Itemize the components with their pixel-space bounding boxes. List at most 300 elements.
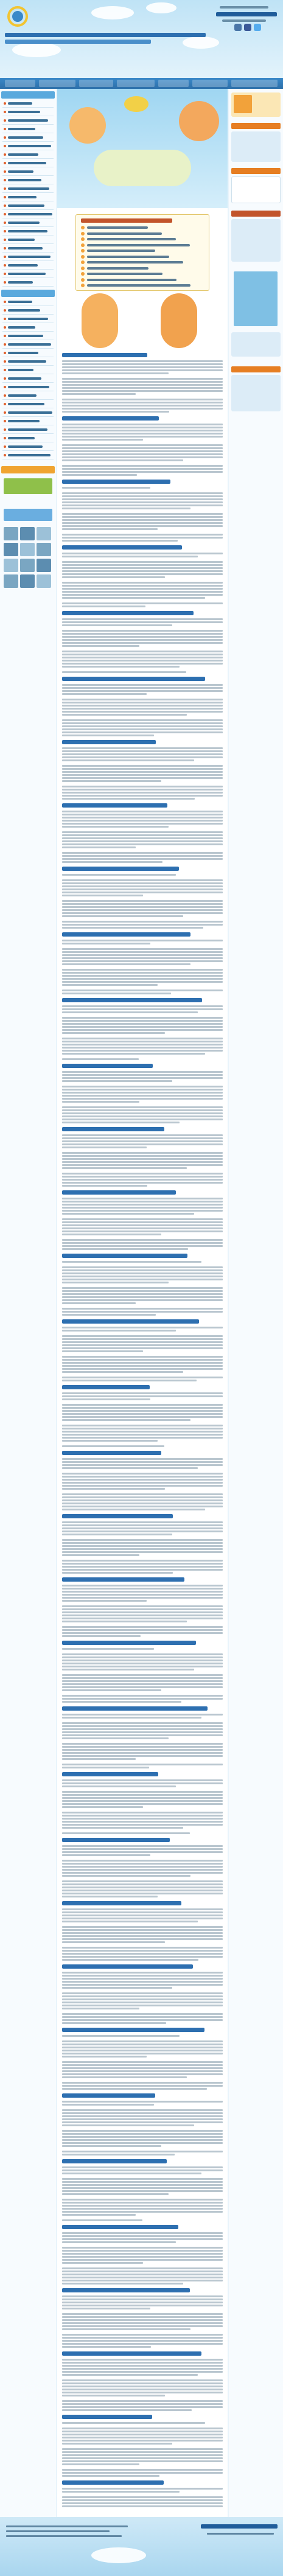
article-text-line bbox=[62, 943, 150, 944]
article-text-line bbox=[62, 1213, 194, 1215]
article-text-line bbox=[62, 1660, 223, 1661]
article-text-line bbox=[62, 1987, 172, 1989]
article-text-line bbox=[62, 900, 223, 902]
tour-bullet-icon bbox=[81, 272, 85, 276]
article-text-line bbox=[62, 1875, 190, 1877]
sidebar-menu-item[interactable] bbox=[2, 324, 54, 332]
article-text-line bbox=[62, 817, 223, 819]
article-text-line bbox=[62, 576, 165, 578]
article-text-line bbox=[62, 2271, 223, 2272]
sidebar-menu-item[interactable] bbox=[2, 452, 54, 459]
article-text-line bbox=[62, 826, 169, 828]
sidebar-menu-item[interactable] bbox=[2, 383, 54, 391]
article-text-line bbox=[62, 1911, 223, 1913]
article-text-line bbox=[62, 837, 223, 839]
article-text-line bbox=[62, 1656, 223, 1658]
article-text-line bbox=[62, 852, 223, 854]
featured-tour-link[interactable] bbox=[87, 273, 162, 275]
photo-thumbnail[interactable] bbox=[37, 543, 51, 556]
footer-email[interactable] bbox=[207, 2533, 274, 2535]
article-text-line bbox=[62, 2187, 223, 2189]
article-text-line bbox=[62, 2443, 172, 2445]
photo-thumbnail[interactable] bbox=[4, 559, 18, 572]
featured-tour-link[interactable] bbox=[87, 284, 190, 287]
article-text-line bbox=[62, 663, 223, 665]
sidebar-menu-item[interactable] bbox=[2, 332, 54, 340]
article-text-line bbox=[62, 1605, 223, 1607]
tour-bullet-icon bbox=[81, 260, 85, 264]
sidebar-menu-item[interactable] bbox=[2, 236, 54, 244]
article-text-line bbox=[62, 498, 223, 500]
book-cover-image[interactable] bbox=[234, 271, 278, 326]
article-text-line bbox=[62, 2199, 223, 2201]
featured-tour-link[interactable] bbox=[87, 279, 176, 281]
question-block[interactable] bbox=[231, 219, 281, 262]
article-text-line bbox=[62, 1929, 223, 1931]
article-heading bbox=[62, 803, 167, 808]
article-text-line bbox=[62, 1224, 223, 1226]
article-text-line bbox=[62, 570, 223, 572]
article-text-line bbox=[62, 1008, 223, 1010]
sidebar-menu-item[interactable] bbox=[2, 151, 54, 159]
article-text-line bbox=[62, 1918, 223, 1919]
article-text-line bbox=[62, 378, 223, 380]
sidebar-menu-item[interactable] bbox=[2, 307, 54, 315]
nav-tab[interactable] bbox=[117, 80, 155, 87]
right-section-heading bbox=[231, 366, 281, 372]
photo-thumbnail[interactable] bbox=[4, 543, 18, 556]
article-text-line bbox=[62, 2169, 223, 2171]
article-text-line bbox=[62, 1621, 187, 1622]
promo-block[interactable] bbox=[231, 92, 281, 117]
article-text-line bbox=[62, 594, 223, 596]
article-text-line bbox=[62, 1737, 169, 1739]
article-text-line bbox=[62, 1425, 223, 1426]
article-text-line bbox=[62, 402, 223, 403]
sidebar-menu-item[interactable] bbox=[2, 194, 54, 201]
sidebar-menu-label bbox=[8, 204, 44, 207]
article-text-line bbox=[62, 1437, 223, 1439]
article-text-line bbox=[62, 2247, 223, 2249]
featured-tour-link[interactable] bbox=[87, 261, 183, 264]
sidebar-menu-item[interactable] bbox=[2, 134, 54, 142]
sidebar-menu-label bbox=[8, 394, 37, 397]
article-text-line bbox=[62, 2056, 147, 2058]
article-text-line bbox=[62, 885, 223, 887]
article-text-line bbox=[62, 1311, 223, 1313]
article-heading bbox=[62, 2288, 190, 2292]
logo-globe-icon bbox=[12, 11, 23, 22]
sidebar-menu-item[interactable] bbox=[2, 211, 54, 218]
featured-tour-link[interactable] bbox=[87, 226, 148, 229]
sidebar-menu-item[interactable] bbox=[2, 315, 54, 323]
featured-tour-link[interactable] bbox=[87, 267, 148, 270]
twitter-icon[interactable] bbox=[254, 24, 261, 31]
photo-thumbnail[interactable] bbox=[37, 527, 51, 540]
sidebar-menu-item[interactable] bbox=[2, 435, 54, 442]
article-text-line bbox=[62, 468, 223, 470]
sidebar-menu-label bbox=[8, 428, 47, 431]
article-text-line bbox=[62, 2280, 223, 2281]
partners-block bbox=[231, 375, 281, 411]
article-heading bbox=[62, 1577, 184, 1582]
article-text-line bbox=[62, 1038, 223, 1039]
article-text-line bbox=[62, 1758, 136, 1760]
photo-thumbnail[interactable] bbox=[20, 574, 35, 588]
article-text-line bbox=[62, 1887, 223, 1888]
article-text-line bbox=[62, 522, 223, 524]
sidebar-menu-label bbox=[8, 119, 48, 122]
article-text-line bbox=[62, 1797, 223, 1799]
article-text-line bbox=[62, 2389, 223, 2390]
book-description bbox=[231, 332, 281, 357]
article-text-line bbox=[62, 2371, 223, 2373]
article-text-line bbox=[62, 636, 223, 638]
article-text-line bbox=[62, 671, 186, 673]
article-text-line bbox=[62, 427, 223, 428]
photo-thumbnail[interactable] bbox=[37, 559, 51, 572]
article-heading bbox=[62, 677, 205, 681]
article-text-line bbox=[62, 2112, 223, 2114]
article-text-line bbox=[62, 1440, 158, 1442]
article-text-line bbox=[62, 1467, 198, 1469]
article-text-line bbox=[62, 1445, 164, 1447]
article-heading bbox=[62, 611, 194, 615]
sidebar-menu-item[interactable] bbox=[2, 253, 54, 261]
article-text-line bbox=[62, 1959, 198, 1961]
article-text-line bbox=[62, 1953, 223, 1955]
article-text-line bbox=[62, 1534, 172, 1535]
article-text-line bbox=[62, 433, 223, 435]
article-text-line bbox=[62, 519, 223, 521]
article-text-line bbox=[62, 722, 223, 724]
article-text-line bbox=[62, 501, 223, 503]
vk-icon[interactable] bbox=[234, 24, 242, 31]
article-text-line bbox=[62, 1978, 223, 1980]
sidebar-menu-item[interactable] bbox=[2, 426, 54, 434]
photo-thumbnail[interactable] bbox=[20, 559, 35, 572]
sidebar-banner[interactable] bbox=[4, 478, 52, 494]
article-text-line bbox=[62, 430, 223, 431]
sidebar-menu-label bbox=[8, 213, 52, 215]
right-section-heading bbox=[231, 168, 281, 174]
sidebar-menu-item[interactable] bbox=[2, 168, 54, 176]
article-text-line bbox=[62, 1044, 223, 1045]
article-text-line bbox=[62, 972, 223, 974]
article-text-line bbox=[62, 2178, 223, 2180]
right-section-heading bbox=[231, 123, 281, 129]
article-text-line bbox=[62, 2316, 223, 2318]
article-text-line bbox=[62, 1122, 180, 1123]
nav-tab[interactable] bbox=[5, 80, 35, 87]
child-illustration bbox=[179, 101, 219, 141]
article-text-line bbox=[62, 1648, 154, 1650]
nav-tab[interactable] bbox=[231, 80, 278, 87]
tour-bullet-icon bbox=[81, 267, 85, 270]
bullet-icon bbox=[4, 136, 6, 139]
article-text-line bbox=[62, 528, 158, 530]
photo-thumbnail[interactable] bbox=[4, 574, 18, 588]
sidebar-menu-label bbox=[8, 318, 48, 320]
article-text-line bbox=[62, 1026, 223, 1028]
featured-tour-link[interactable] bbox=[87, 232, 162, 235]
article-text-line bbox=[62, 1464, 223, 1466]
nav-tab[interactable] bbox=[79, 80, 113, 87]
article-text-line bbox=[62, 1106, 223, 1108]
article-text-line bbox=[62, 1614, 223, 1616]
article-text-line bbox=[62, 1545, 223, 1547]
sidebar-menu-item[interactable] bbox=[2, 358, 54, 366]
article-text-line bbox=[62, 1591, 223, 1593]
article-text-line bbox=[62, 969, 223, 971]
article-text-line bbox=[62, 624, 172, 626]
article-text-line bbox=[62, 1344, 223, 1346]
article-text-line bbox=[62, 513, 223, 515]
sidebar-menu-item[interactable] bbox=[2, 298, 54, 306]
article-text-line bbox=[62, 1182, 223, 1184]
sidebar-menu-label bbox=[8, 281, 33, 284]
facebook-icon[interactable] bbox=[244, 24, 251, 31]
article-text-line bbox=[62, 1407, 223, 1409]
article-text-line bbox=[62, 2274, 223, 2275]
sidebar-menu-item[interactable] bbox=[2, 185, 54, 193]
contact-phone[interactable] bbox=[216, 12, 277, 16]
sidebar-menu-item[interactable] bbox=[2, 228, 54, 236]
article-text-line bbox=[62, 1158, 223, 1160]
article-text-line bbox=[62, 1896, 158, 1897]
sidebar-menu-item[interactable] bbox=[2, 125, 54, 133]
article-text-line bbox=[62, 1626, 223, 1628]
nav-tab[interactable] bbox=[192, 80, 228, 87]
article-text-line bbox=[62, 1851, 223, 1853]
article-text-line bbox=[62, 444, 223, 446]
article-text-line bbox=[62, 1074, 223, 1076]
tour-bullet-icon bbox=[81, 243, 85, 247]
sidebar-menu-item[interactable] bbox=[2, 142, 54, 150]
bullet-icon bbox=[4, 318, 6, 320]
sidebar-menu-item[interactable] bbox=[2, 366, 54, 374]
article-text-line bbox=[62, 1883, 223, 1885]
article-text-line bbox=[62, 399, 223, 400]
article-text-line bbox=[62, 2013, 223, 2015]
article-text-line bbox=[62, 2319, 223, 2321]
article-text-line bbox=[62, 1279, 223, 1280]
article-text-line bbox=[62, 759, 194, 761]
article-text-line bbox=[62, 960, 223, 962]
article-text-line bbox=[62, 495, 223, 497]
sidebar-menu-item[interactable] bbox=[2, 279, 54, 287]
article-text-line bbox=[62, 840, 223, 842]
article-text-line bbox=[62, 2076, 187, 2078]
article-text-line bbox=[62, 1764, 223, 1765]
article-text-line bbox=[62, 2368, 223, 2370]
article-text-line bbox=[62, 1866, 223, 1868]
article-text-line bbox=[62, 2334, 223, 2336]
sidebar-menu-item[interactable] bbox=[2, 245, 54, 253]
article-text-line bbox=[62, 1800, 223, 1802]
article-text-line bbox=[62, 1092, 223, 1094]
article-text-line bbox=[62, 1995, 223, 1997]
footer-phone[interactable] bbox=[201, 2524, 278, 2529]
photo-thumbnail[interactable] bbox=[20, 543, 35, 556]
article-text-line bbox=[62, 1210, 223, 1212]
sidebar-menu-label bbox=[8, 256, 51, 258]
sidebar-menu-label bbox=[8, 360, 46, 363]
article-text-line bbox=[62, 1017, 223, 1019]
article-text-line bbox=[62, 948, 223, 950]
article-text-line bbox=[62, 975, 223, 977]
sidebar-menu-item[interactable] bbox=[2, 417, 54, 425]
subscribe-block bbox=[231, 131, 281, 162]
article-text-line bbox=[62, 774, 223, 776]
sidebar-menu-item[interactable] bbox=[2, 176, 54, 184]
sidebar-menu-item[interactable] bbox=[2, 219, 54, 227]
article-text-line bbox=[62, 771, 223, 773]
sidebar-menu-item[interactable] bbox=[2, 100, 54, 108]
article-heading bbox=[62, 545, 182, 550]
article-text-line bbox=[62, 597, 205, 599]
bullet-icon bbox=[4, 394, 6, 397]
sidebar-menu-label bbox=[8, 264, 38, 267]
article-text-line bbox=[62, 1611, 223, 1613]
article-text-line bbox=[62, 1053, 205, 1055]
sidebar-menu-label bbox=[8, 111, 40, 113]
article-text-line bbox=[62, 1752, 223, 1754]
article-text-line bbox=[62, 450, 223, 452]
contact-email[interactable] bbox=[222, 19, 266, 22]
article-text-line bbox=[62, 1185, 147, 1187]
featured-tour-link[interactable] bbox=[87, 250, 155, 252]
article-text-line bbox=[62, 2299, 223, 2300]
site-slogan-line2 bbox=[5, 40, 151, 44]
sidebar-menu-item[interactable] bbox=[2, 262, 54, 270]
article-text-line bbox=[62, 2362, 223, 2364]
article-text-line bbox=[62, 1872, 223, 1874]
article-text-line bbox=[62, 705, 223, 707]
article-text-line bbox=[62, 1755, 223, 1757]
article-text-line bbox=[62, 372, 169, 374]
article-text-line bbox=[62, 2250, 223, 2252]
article-text-line bbox=[62, 1551, 223, 1553]
article-text-line bbox=[62, 453, 223, 455]
sidebar-menu-label bbox=[8, 377, 41, 380]
bullet-icon bbox=[4, 111, 6, 113]
article-text-line bbox=[62, 1854, 150, 1856]
article-text-line bbox=[62, 1548, 223, 1550]
bullet-icon bbox=[4, 360, 6, 363]
article-text-line bbox=[62, 1524, 223, 1526]
calendar-widget[interactable] bbox=[231, 176, 281, 203]
article-text-line bbox=[62, 1029, 223, 1031]
nav-tab[interactable] bbox=[158, 80, 189, 87]
sidebar-menu-item[interactable] bbox=[2, 202, 54, 210]
article-text-line bbox=[62, 1234, 161, 1235]
article-text-line bbox=[62, 1416, 223, 1418]
article-text-line bbox=[62, 2431, 223, 2432]
article-heading bbox=[62, 1254, 187, 1258]
featured-tour-link[interactable] bbox=[87, 256, 169, 258]
article-text-line bbox=[62, 381, 223, 383]
article-text-line bbox=[62, 981, 223, 983]
article-text-line bbox=[62, 1239, 223, 1241]
article-text-line bbox=[62, 1207, 223, 1209]
article-heading bbox=[62, 1319, 199, 1324]
article-text-line bbox=[62, 1276, 223, 1277]
sidebar-menu-item[interactable] bbox=[2, 400, 54, 408]
sidebar-menu-item[interactable] bbox=[2, 270, 54, 278]
article-text-line bbox=[62, 1972, 223, 1974]
article-text-line bbox=[62, 508, 190, 509]
sidebar-menu-item[interactable] bbox=[2, 108, 54, 116]
sidebar-menu-item[interactable] bbox=[2, 117, 54, 125]
article-heading bbox=[62, 1838, 170, 1842]
article-text-line bbox=[62, 1527, 223, 1529]
article-text-line bbox=[62, 861, 162, 863]
bullet-icon bbox=[4, 273, 6, 275]
sidebar-menu-item[interactable] bbox=[2, 349, 54, 357]
article-text-line bbox=[62, 2325, 223, 2327]
featured-tour-link[interactable] bbox=[87, 244, 190, 246]
article-text-line bbox=[62, 750, 223, 752]
article-text-line bbox=[62, 1674, 223, 1676]
article-text-line bbox=[62, 1680, 223, 1682]
article-text-line bbox=[62, 537, 223, 539]
article-text-line bbox=[62, 1050, 223, 1052]
featured-tour-link[interactable] bbox=[87, 238, 176, 240]
article-text-line bbox=[62, 1496, 223, 1498]
sidebar-menu-item[interactable] bbox=[2, 375, 54, 383]
article-text-line bbox=[62, 882, 223, 884]
article-text-line bbox=[62, 765, 223, 767]
contact-box bbox=[216, 4, 279, 32]
article-text-line bbox=[62, 1230, 223, 1232]
article-text-line bbox=[62, 895, 143, 896]
article-text-line bbox=[62, 1434, 223, 1436]
article-text-line bbox=[62, 1299, 223, 1301]
sidebar-menu-label bbox=[8, 162, 46, 164]
site-logo[interactable] bbox=[5, 4, 44, 28]
bullet-icon bbox=[4, 247, 6, 250]
nav-tab[interactable] bbox=[39, 80, 75, 87]
sidebar-menu-item[interactable] bbox=[2, 443, 54, 451]
photo-thumbnail[interactable] bbox=[20, 527, 35, 540]
article-text-line bbox=[62, 2454, 223, 2456]
article-text-line bbox=[62, 735, 154, 736]
photo-thumbnail[interactable] bbox=[37, 574, 51, 588]
sidebar-menu-item[interactable] bbox=[2, 341, 54, 349]
article-text-line bbox=[62, 1749, 223, 1751]
article-text-line bbox=[62, 1248, 188, 1250]
bullet-icon bbox=[4, 301, 6, 303]
photo-thumbnail[interactable] bbox=[4, 527, 18, 540]
article-text-line bbox=[62, 1023, 223, 1025]
sidebar-menu-item[interactable] bbox=[2, 159, 54, 167]
bullet-icon bbox=[4, 454, 6, 456]
sidebar-menu-item[interactable] bbox=[2, 392, 54, 400]
article-text-line bbox=[62, 1791, 223, 1793]
article-text-line bbox=[62, 1350, 143, 1352]
article-text-line bbox=[62, 2440, 223, 2442]
article-text-line bbox=[62, 1293, 223, 1295]
article-text-line bbox=[62, 2047, 223, 2048]
article-text-line bbox=[62, 1098, 223, 1100]
article-text-line bbox=[62, 1975, 223, 1977]
article-text-line bbox=[62, 2343, 223, 2345]
sidebar-menu-item[interactable] bbox=[2, 409, 54, 417]
article-text-line bbox=[62, 2104, 154, 2106]
article-heading bbox=[62, 740, 156, 744]
article-text-line bbox=[62, 1179, 223, 1181]
